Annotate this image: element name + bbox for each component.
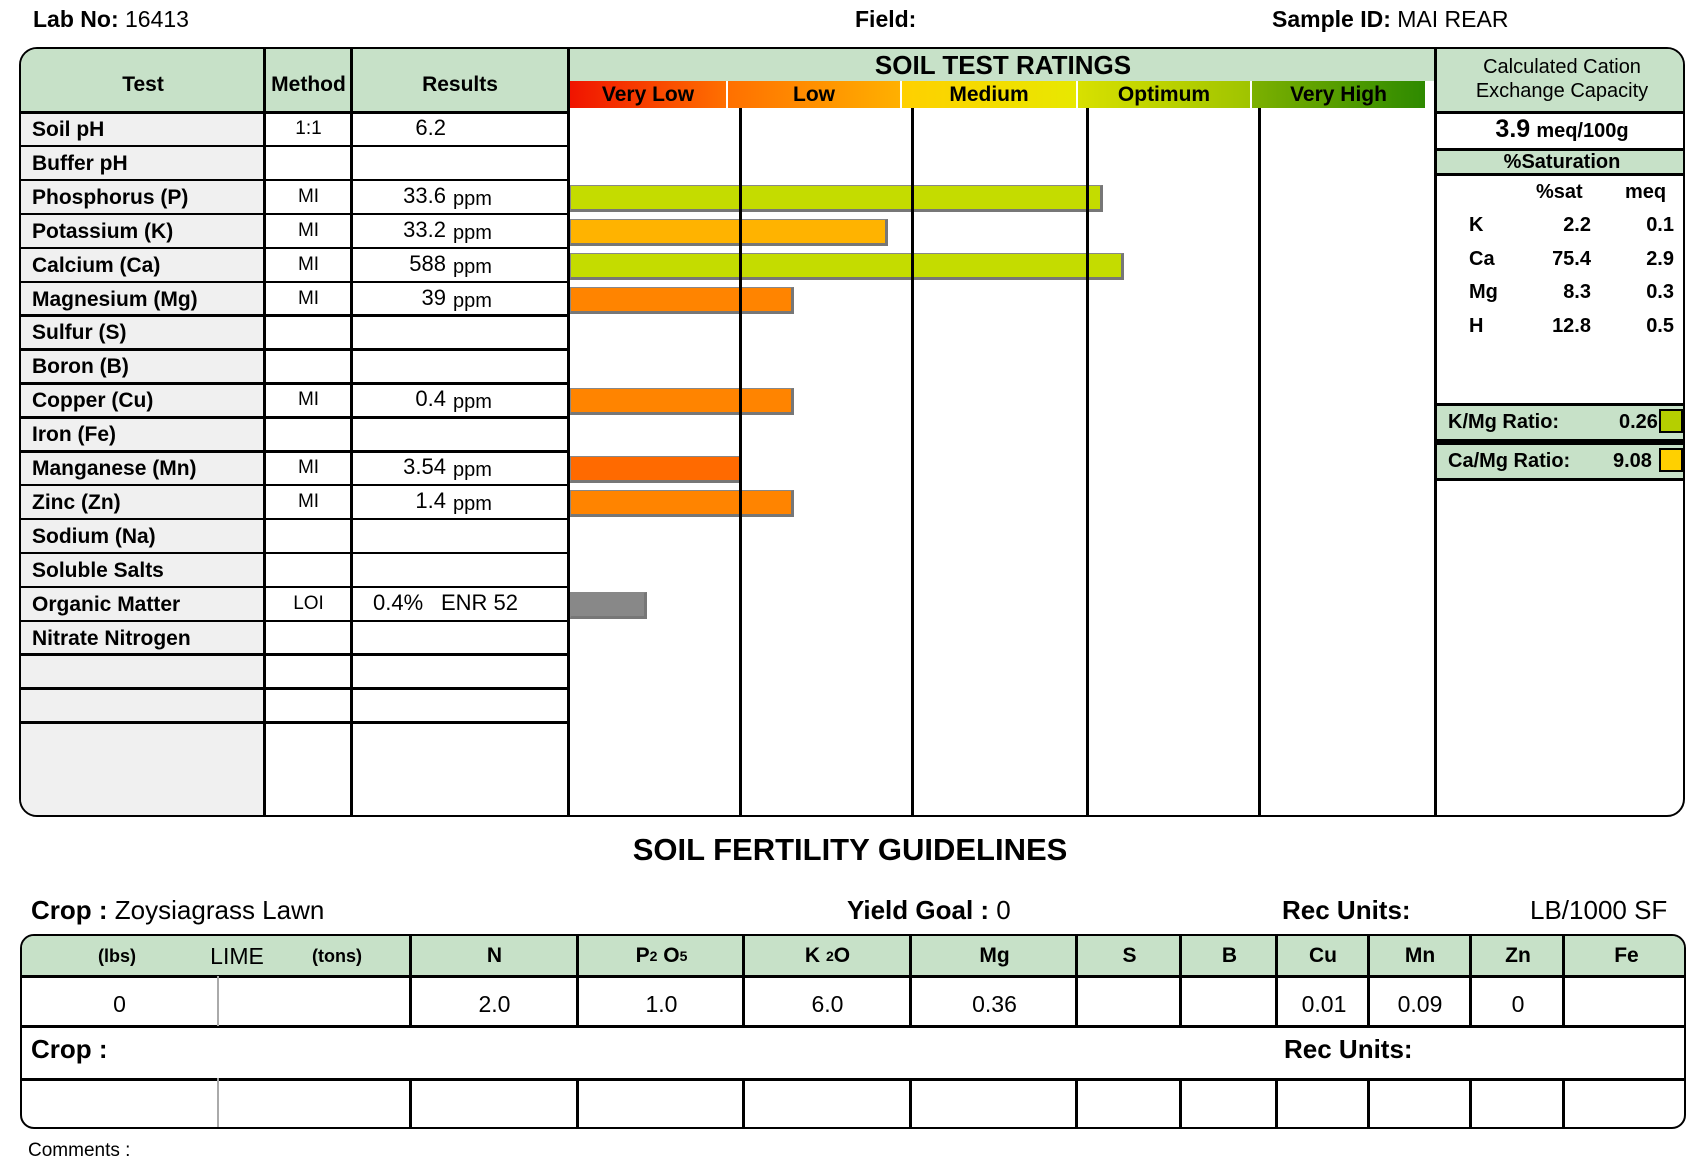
val-k2o: 6.0: [811, 990, 844, 1017]
col-test: Test: [122, 73, 164, 96]
yield-goal-label: Yield Goal :: [847, 895, 990, 925]
row-test: Boron (B): [32, 355, 129, 379]
row-value: 0.4%: [373, 589, 424, 615]
col-fe: Fe: [1614, 944, 1639, 967]
cec-unit: meq/100g: [1536, 120, 1629, 142]
soil-test-table: [19, 47, 1685, 817]
lab-no-value: 16413: [125, 6, 189, 32]
lime-tons-label: (tons): [312, 945, 362, 966]
row-method: MI: [297, 457, 320, 478]
rating-bar: [570, 388, 794, 415]
row-test: Sodium (Na): [32, 524, 156, 548]
col-b: B: [1221, 944, 1238, 967]
cec-value: 3.9: [1495, 115, 1531, 143]
row-test: Soluble Salts: [32, 558, 164, 582]
val-fe: [1565, 984, 1686, 1024]
sat-element: H: [1469, 314, 1484, 337]
rec-units-value: LB/1000 SF: [1530, 895, 1668, 925]
yield-goal-value: 0: [996, 895, 1011, 925]
val-lime-lbs: 0: [113, 990, 126, 1017]
sat-meq: 0.3: [1646, 281, 1674, 303]
row-unit: ppm: [453, 187, 492, 210]
row-method: MI: [297, 287, 320, 309]
row-test: Copper (Cu): [32, 389, 154, 413]
val-lime-tons: [219, 984, 409, 1024]
row-method: MI: [297, 490, 320, 512]
crop-label: Crop :: [31, 895, 108, 925]
row-method: MI: [297, 185, 320, 207]
lime-lbs-label: (lbs): [98, 945, 136, 966]
sample-id-label: Sample ID:: [1272, 6, 1391, 32]
rec-units-label: Rec Units:: [1282, 895, 1411, 925]
rating-level-medium: Medium: [902, 81, 1076, 108]
row-method: LOI: [293, 592, 324, 614]
sat-percent: 8.3: [1563, 281, 1591, 303]
camg-ratio-label: Ca/Mg Ratio:: [1448, 450, 1571, 472]
rating-bar: [570, 592, 647, 619]
col-p2o5: P 2 O 5: [635, 944, 688, 967]
val-p2o5: 1.0: [645, 990, 678, 1017]
cec-value-row: [1437, 115, 1685, 144]
rec-units2-label: Rec Units:: [1284, 1034, 1413, 1064]
cec-title: [1437, 55, 1685, 103]
sat-percent: 2.2: [1563, 214, 1591, 236]
camg-ratio-swatch: [1659, 448, 1683, 472]
val-b: [1182, 984, 1277, 1024]
row-test: Sulfur (S): [32, 321, 127, 345]
yield-goal: [847, 895, 1011, 926]
row-test: Iron (Fe): [32, 423, 116, 447]
row-test: Soil pH: [32, 118, 105, 141]
col-p2o5-o: O: [663, 944, 680, 967]
row-unit: ppm: [453, 255, 492, 278]
rating-bar: [570, 287, 794, 314]
rating-bar: [570, 456, 742, 483]
guidelines-title: SOIL FERTILITY GUIDELINES: [632, 832, 1068, 867]
row-value: 3.54: [403, 454, 446, 479]
lab-no-label: Lab No:: [33, 6, 119, 32]
val-cu: 0.01: [1301, 990, 1347, 1017]
saturation-title: %Saturation: [1437, 150, 1685, 174]
crop: [31, 895, 324, 926]
row-method: MI: [297, 253, 320, 275]
col-method: Method: [271, 73, 346, 96]
col-n: N: [486, 944, 503, 967]
km-ratio-swatch: [1659, 409, 1683, 433]
row-test: Buffer pH: [32, 151, 128, 175]
row-test: Nitrate Nitrogen: [32, 626, 191, 650]
sat-percent: 12.8: [1552, 314, 1591, 337]
rating-level-very-low: Very Low: [570, 81, 726, 108]
field: [855, 6, 916, 33]
sample-id-value: MAI REAR: [1397, 6, 1509, 32]
col-p2o5-p: P: [635, 944, 650, 967]
col-mn: Mn: [1404, 944, 1436, 967]
row-value: 6.2: [415, 115, 446, 140]
comments-label: Comments :: [28, 1140, 131, 1161]
row-method: MI: [297, 389, 320, 411]
col-zn: Zn: [1505, 944, 1531, 967]
row-test: Magnesium (Mg): [32, 287, 198, 311]
row-unit: ppm: [453, 391, 492, 414]
col-k2o-k: K: [804, 944, 821, 967]
col-results: Results: [422, 73, 498, 96]
rating-bar: [570, 219, 888, 246]
cec-title-line2: Exchange Capacity: [1475, 80, 1649, 102]
row-value: 33.6: [403, 182, 446, 208]
sat-element: Mg: [1469, 281, 1498, 303]
col-mg: Mg: [979, 944, 1010, 967]
camg-ratio-value: 9.08: [1613, 450, 1652, 472]
guidelines-table: [20, 934, 1686, 1129]
row-value: 39: [421, 284, 446, 310]
row-unit: ppm: [453, 221, 492, 244]
row-unit: ppm: [453, 289, 492, 312]
ratings-title: SOIL TEST RATINGS: [874, 50, 1132, 80]
col-cu: Cu: [1309, 944, 1337, 967]
col-k2o: K 2 O: [804, 944, 851, 967]
row-method: MI: [297, 219, 320, 241]
rating-level-very-high: Very High: [1252, 81, 1425, 108]
row-test: Manganese (Mn): [32, 457, 197, 480]
row-test: Zinc (Zn): [32, 490, 121, 514]
sample-id: [1272, 6, 1508, 33]
val-mg: 0.36: [972, 990, 1017, 1017]
rating-bar: [570, 490, 794, 517]
row-unit: ENR 52: [441, 589, 519, 615]
sat-percent: 75.4: [1552, 247, 1591, 270]
lab-no: [33, 6, 189, 33]
rating-scale: [570, 81, 1436, 108]
row-value: 0.4: [415, 386, 446, 412]
val-s: [1078, 984, 1181, 1024]
row-method: 1:1: [295, 118, 322, 139]
row-test: Potassium (K): [32, 219, 174, 243]
val-n: 2.0: [478, 990, 511, 1017]
meq-col-header: meq: [1625, 181, 1667, 203]
lime-label: LIME: [210, 942, 264, 969]
col-k2o-o: O: [833, 944, 851, 967]
rating-level-optimum: Optimum: [1078, 81, 1250, 108]
row-value: 1.4: [415, 487, 446, 513]
crop-value: Zoysiagrass Lawn: [114, 895, 325, 925]
row-value: 588: [409, 250, 446, 276]
row-unit: ppm: [453, 492, 492, 515]
val-mn: 0.09: [1397, 990, 1443, 1017]
km-ratio-label: K/Mg Ratio:: [1448, 411, 1560, 433]
sat-col-header: %sat: [1536, 181, 1583, 203]
crop2-label: Crop :: [31, 1034, 108, 1064]
row-test: Calcium (Ca): [32, 253, 161, 277]
cec-title-line1: Calculated Cation: [1483, 56, 1641, 78]
row-value: 33.2: [403, 216, 446, 242]
row-unit: ppm: [453, 459, 492, 481]
sat-meq: 0.5: [1646, 314, 1674, 337]
row-test: Phosphorus (P): [32, 185, 189, 209]
rating-bar: [570, 185, 1103, 212]
rating-level-low: Low: [728, 81, 900, 108]
sat-meq: 2.9: [1646, 247, 1674, 270]
sat-element: Ca: [1469, 247, 1495, 270]
sat-meq: 0.1: [1646, 214, 1674, 236]
rating-bar: [570, 253, 1124, 280]
sat-element: K: [1469, 214, 1484, 236]
row-test: Organic Matter: [32, 592, 181, 616]
km-ratio-value: 0.26: [1619, 411, 1658, 433]
field-label: Field:: [855, 6, 917, 32]
col-s: S: [1122, 944, 1137, 967]
val-zn: 0: [1511, 990, 1525, 1017]
